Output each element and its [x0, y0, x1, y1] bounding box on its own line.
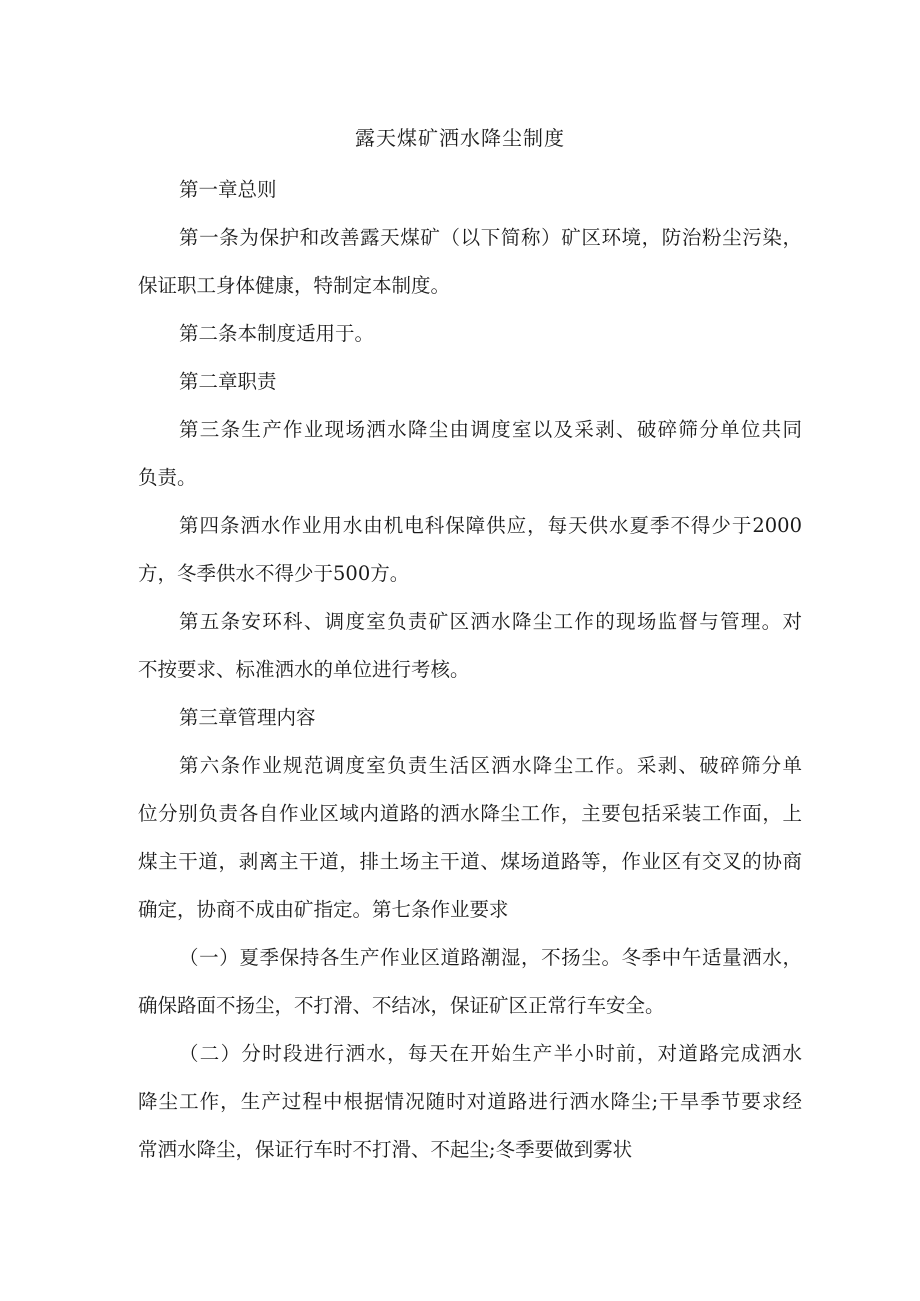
body-line: 第一章总则	[179, 178, 277, 201]
body-line: 常洒水降尘，保证行车时不打滑、不起尘;冬季要做到雾状	[138, 1138, 633, 1161]
body-line: 确定，协商不成由矿指定。第七条作业要求	[138, 898, 509, 921]
body-line: 保证职工身体健康，特制定本制度。	[138, 274, 451, 297]
body-line: （二）分时段进行洒水，每天在开始生产半小时前，对道路完成洒水	[179, 1042, 802, 1065]
body-line: 第一条为保护和改善露天煤矿（以下简称）矿区环境，防治粉尘污染，	[179, 226, 802, 249]
body-line: （一）夏季保持各生产作业区道路潮湿，不扬尘。冬季中午适量洒水，	[179, 946, 802, 969]
body-line: 降尘工作，生产过程中根据情况随时对道路进行洒水降尘;干旱季节要求经	[138, 1090, 802, 1113]
body-line: 不按要求、标准洒水的单位进行考核。	[138, 658, 470, 681]
body-line: 第三章管理内容	[179, 706, 316, 729]
body-line: 第二章职责	[179, 370, 277, 393]
body-line: 第三条生产作业现场洒水降尘由调度室以及采剥、破碎筛分单位共同	[179, 418, 802, 441]
body-line: 负责。	[138, 466, 197, 489]
body-line: 第六条作业规范调度室负责生活区洒水降尘工作。采剥、破碎筛分单	[179, 754, 802, 777]
body-line: 第五条安环科、调度室负责矿区洒水降尘工作的现场监督与管理。对	[179, 610, 802, 633]
body-line: 第四条洒水作业用水由机电科保障供应，每天供水夏季不得少于2000	[179, 514, 802, 537]
document-title: 露天煤矿洒水降尘制度	[355, 126, 565, 150]
body-line: 方，冬季供水不得少于500方。	[138, 562, 410, 585]
body-line: 第二条本制度适用于。	[179, 322, 375, 345]
document-body	[138, 166, 802, 1174]
body-line: 煤主干道，剥离主干道，排土场主干道、煤场道路等，作业区有交叉的协商	[138, 850, 802, 873]
body-line: 位分别负责各自作业区域内道路的洒水降尘工作，主要包括采装工作面，上	[138, 802, 802, 825]
body-line: 确保路面不扬尘，不打滑、不结冰，保证矿区正常行车安全。	[138, 994, 665, 1017]
